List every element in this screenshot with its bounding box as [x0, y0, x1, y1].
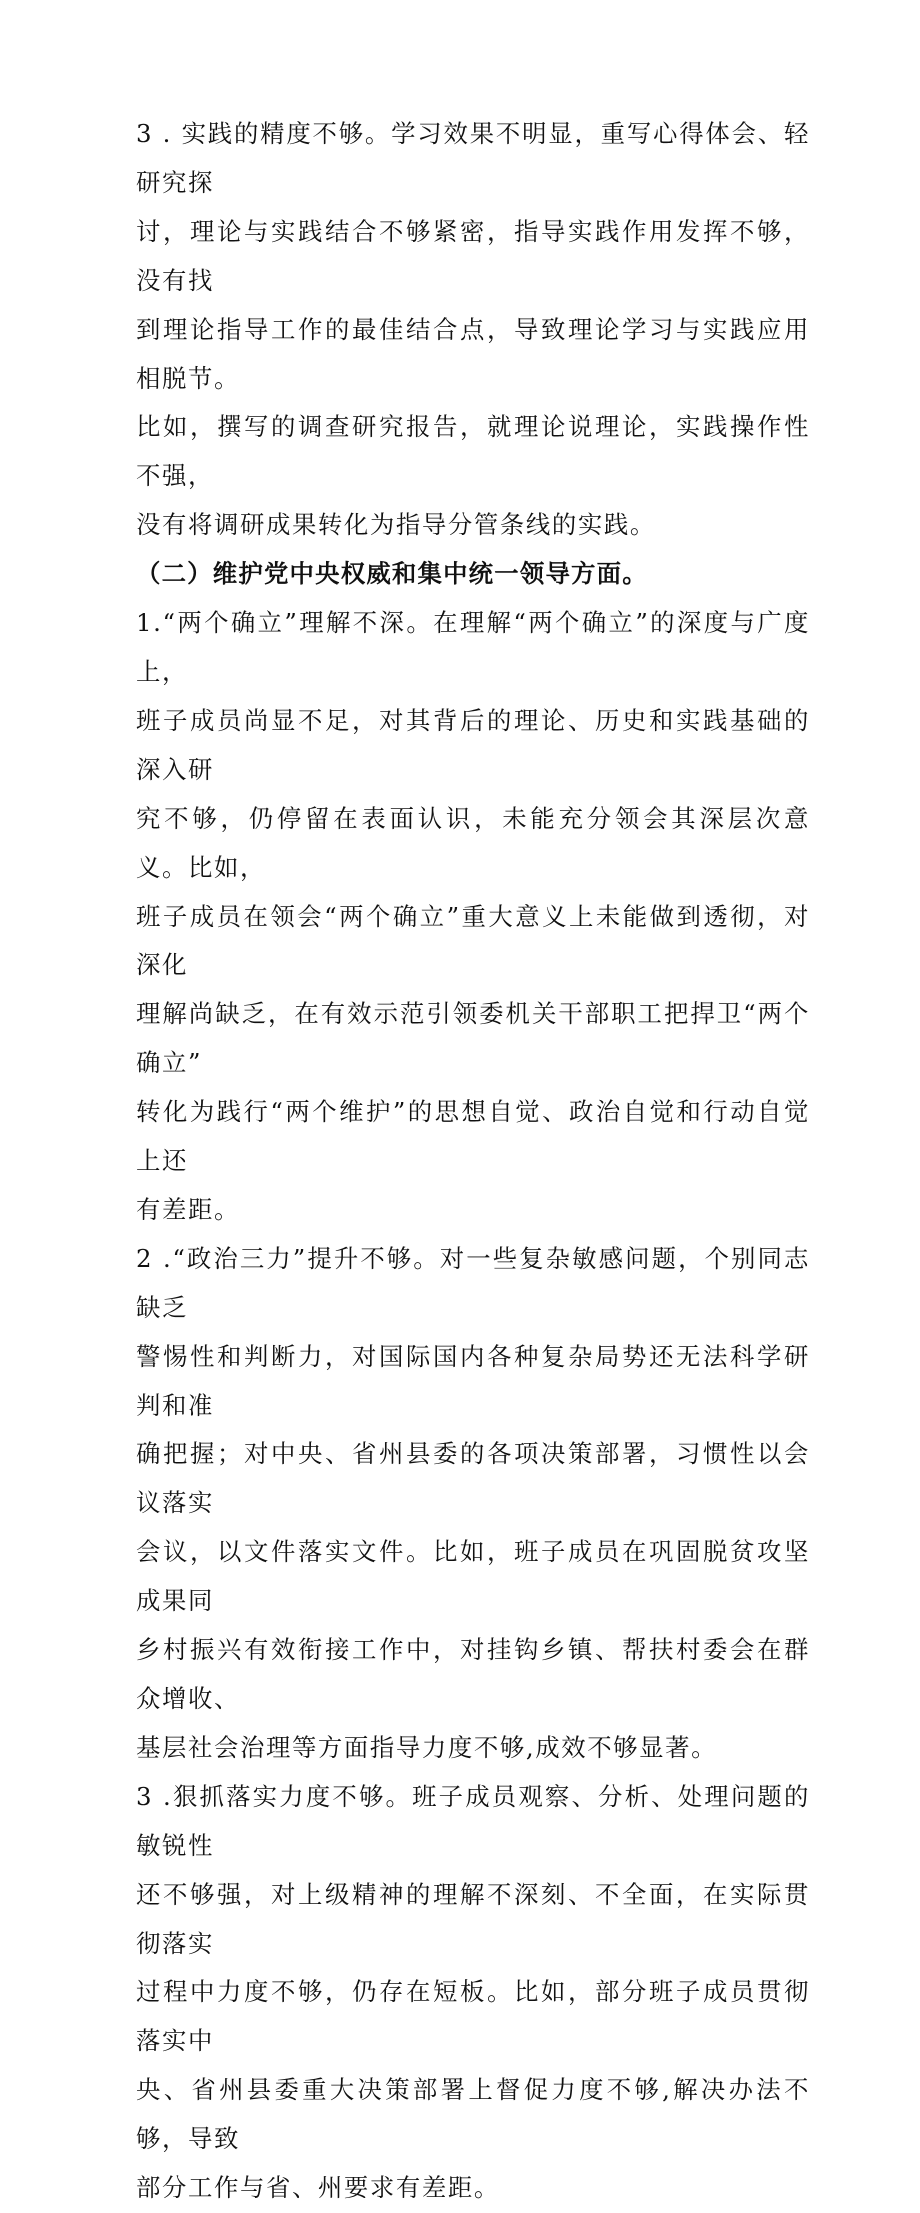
text-line: 到理论指导工作的最佳结合点，导致理论学习与实践应用相脱节。	[136, 314, 810, 393]
section-heading-text: （二）维护党中央权威和集中统一领导方面。	[136, 559, 648, 589]
text-line: 班子成员在领会“两个确立”重大意义上未能做到透彻，对深化	[136, 901, 810, 980]
document-body	[136, 110, 810, 2213]
text-line: 理解尚缺乏，在有效示范引领委机关干部职工把捍卫“两个确立”	[136, 999, 810, 1078]
text-line: 警惕性和判断力，对国际国内各种复杂局势还无法科学研判和准	[136, 1341, 810, 1420]
paragraph-two-establishments	[136, 599, 810, 1235]
text-line: 没有将调研成果转化为指导分管条线的实践。	[136, 510, 656, 540]
text-line: 会议，以文件落实文件。比如，班子成员在巩固脱贫攻坚成果同	[136, 1537, 810, 1616]
section-heading	[136, 550, 810, 599]
paragraph-political-abilities	[136, 1235, 810, 1773]
text-line: 究不够，仍停留在表面认识，未能充分领会其深层次意义。比如，	[136, 803, 810, 882]
text-line: 乡村振兴有效衔接工作中，对挂钩乡镇、帮扶村委会在群众增收、	[136, 1635, 810, 1713]
text-line: 过程中力度不够，仍存在短板。比如，部分班子成员贯彻落实中	[136, 1977, 810, 2056]
text-line: 班子成员尚显不足，对其背后的理论、历史和实践基础的深入研	[136, 705, 810, 784]
text-line: 讨，理论与实践结合不够紧密，指导实践作用发挥不够，没有找	[136, 216, 810, 295]
text-line: 3 .狠抓落实力度不够。班子成员观察、分析、处理问题的敏锐性	[136, 1781, 810, 1860]
text-line: 3 . 实践的精度不够。学习效果不明显，重写心得体会、轻研究探	[136, 119, 810, 197]
text-line: 2 .“政治三力”提升不够。对一些复杂敏感问题，个别同志缺乏	[136, 1243, 810, 1322]
text-line: 基层社会治理等方面指导力度不够,成效不够显著。	[136, 1732, 718, 1762]
text-line: 央、省州县委重大决策部署上督促力度不够,解决办法不够，导致	[136, 2075, 810, 2154]
text-line: 部分工作与省、州要求有差距。	[136, 2173, 500, 2203]
text-line: 1.“两个确立”理解不深。在理解“两个确立”的深度与广度上，	[136, 608, 810, 686]
text-line: 转化为践行“两个维护”的思想自觉、政治自觉和行动自觉上还	[136, 1097, 810, 1176]
text-line: 确把握；对中央、省州县委的各项决策部署，习惯性以会议落实	[136, 1439, 810, 1518]
text-line: 有差距。	[136, 1194, 240, 1224]
paragraph-practice-precision	[136, 110, 810, 550]
paragraph-implementation-strength	[136, 1773, 810, 2213]
text-line: 还不够强，对上级精神的理解不深刻、不全面，在实际贯彻落实	[136, 1879, 810, 1958]
text-line: 比如，撰写的调查研究报告，就理论说理论，实践操作性不强，	[136, 412, 810, 491]
